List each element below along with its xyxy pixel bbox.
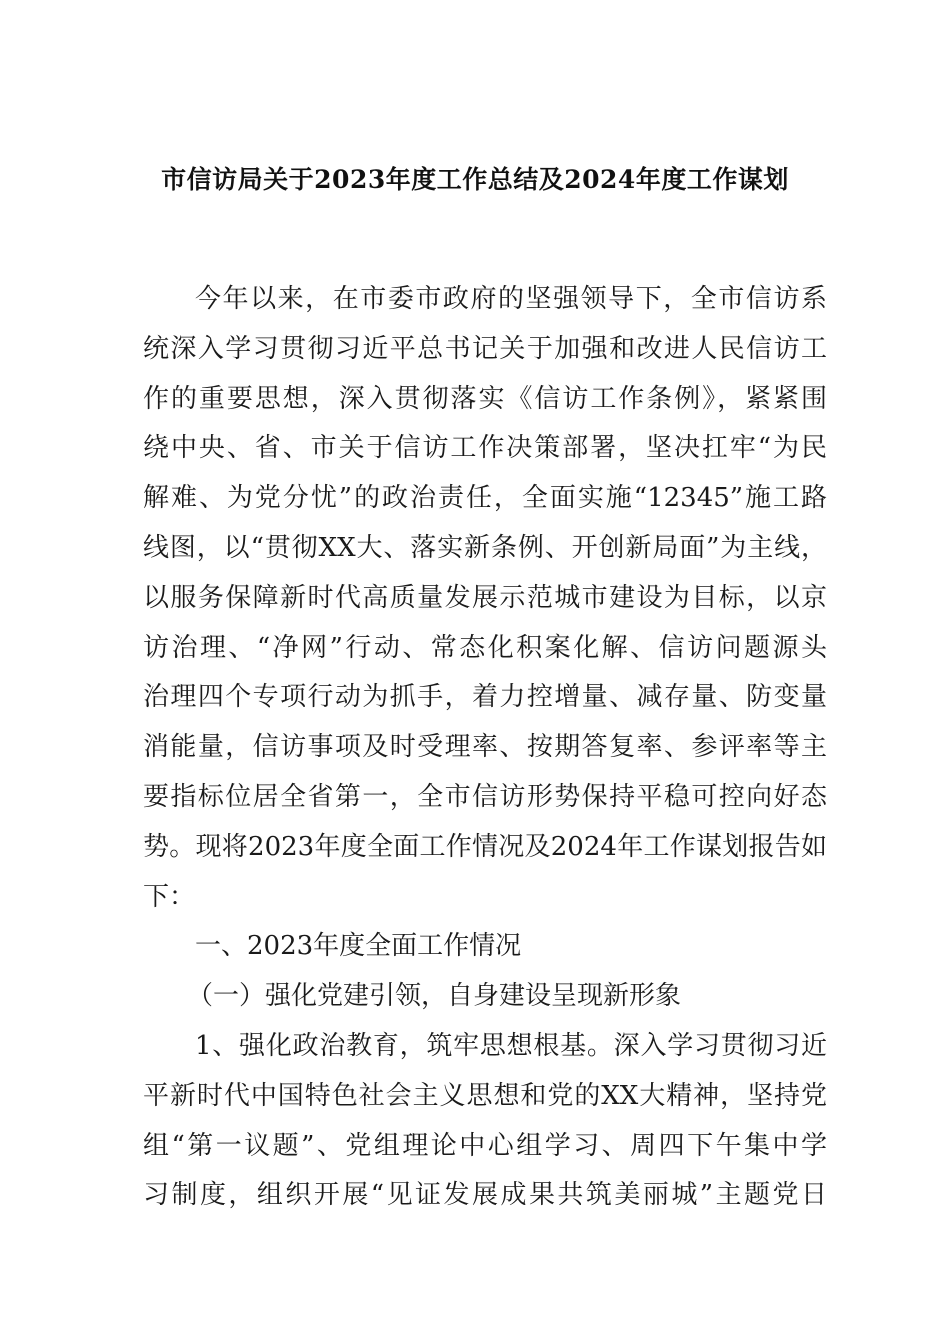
paragraph-line: 1、强化政治教育，筑牢思想根基。深入学习贯彻习近 <box>195 1030 827 1061</box>
paragraph-line: 以服务保障新时代高质量发展示范城市建设为目标，以京 <box>143 582 827 613</box>
subsection-heading: （一）强化党建引领，自身建设呈现新形象 <box>187 981 682 1012</box>
paragraph-line: 访治理、“净网”行动、常态化积案化解、信访问题源头 <box>143 632 827 663</box>
document-body <box>143 275 827 1221</box>
paragraph-line: 习制度，组织开展“见证发展成果共筑美丽城”主题党日 <box>143 1180 827 1211</box>
paragraph-line: 解难、为党分忧”的政治责任，全面实施“12345”施工路 <box>143 483 827 514</box>
paragraph-line: 今年以来，在市委市政府的坚强领导下，全市信访系 <box>195 284 827 314</box>
paragraph-line: 组“第一议题”、党组理论中心组学习、周四下午集中学 <box>143 1130 827 1161</box>
paragraph-line: 势。现将2023年度全面工作情况及2024年工作谋划报告如 <box>143 831 827 862</box>
paragraph-line: 作的重要思想，深入贯彻落实《信访工作条例》，紧紧围 <box>143 383 827 414</box>
paragraph-line: 下： <box>143 881 196 912</box>
document-title: 市信访局关于2023年度工作总结及2024年度工作谋划 <box>161 165 789 194</box>
paragraph-line: 线图，以“贯彻XX大、落实新条例、开创新局面”为主线， <box>143 532 827 563</box>
paragraph-line: 统深入学习贯彻习近平总书记关于加强和改进人民信访工 <box>143 333 827 364</box>
paragraph-line: 消能量，信访事项及时受理率、按期答复率、参评率等主 <box>143 732 827 763</box>
paragraph-line: 治理四个专项行动为抓手，着力控增量、减存量、防变量 <box>143 682 827 713</box>
paragraph-line: 绕中央、省、市关于信访工作决策部署，坚决扛牢“为民 <box>143 433 827 464</box>
paragraph-line: 平新时代中国特色社会主义思想和党的XX大精神，坚持党 <box>143 1080 827 1111</box>
section-heading: 一、2023年度全面工作情况 <box>195 931 522 962</box>
paragraph-line: 要指标位居全省第一，全市信访形势保持平稳可控向好态 <box>143 781 827 812</box>
